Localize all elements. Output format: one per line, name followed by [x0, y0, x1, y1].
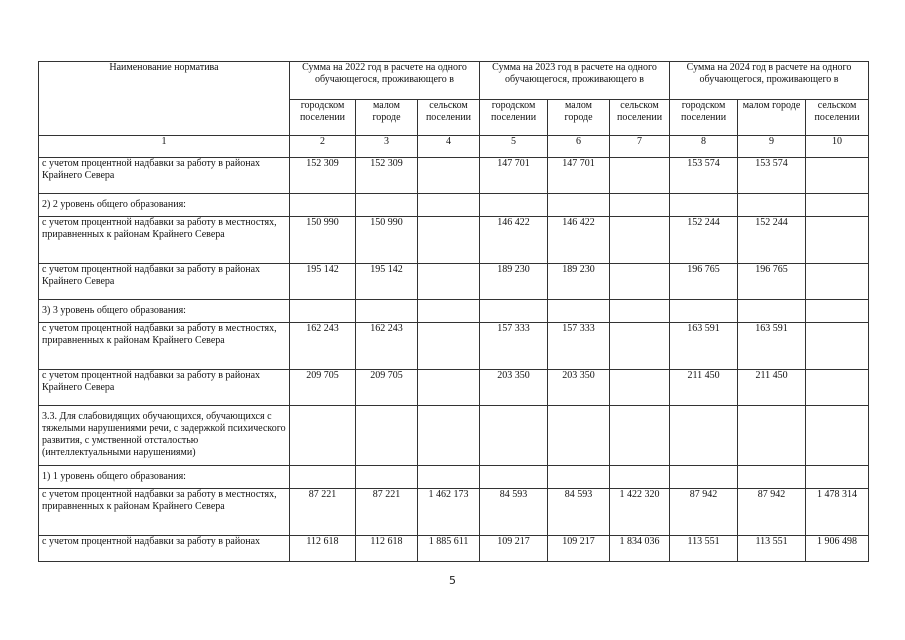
row-label: с учетом процентной надбавки за работу в местностях, приравненных к районам Крайнего Севера — [39, 489, 290, 536]
section-label: 1) 1 уровень общего образования: — [39, 466, 290, 489]
value-cell — [610, 323, 670, 370]
row-label: с учетом процентной надбавки за работу в районах Крайнего Севера — [39, 158, 290, 194]
value-cell: 152 309 — [290, 158, 356, 194]
header-row-numbers — [39, 136, 869, 158]
column-number: 8 — [670, 136, 738, 158]
norms-table — [38, 61, 869, 562]
value-cell — [610, 264, 670, 300]
table-row — [39, 370, 869, 406]
section-row — [39, 300, 869, 323]
column-number: 7 — [610, 136, 670, 158]
empty-cell — [548, 466, 610, 489]
value-cell — [610, 217, 670, 264]
value-cell: 163 591 — [670, 323, 738, 370]
value-cell: 112 618 — [290, 536, 356, 562]
value-cell: 203 350 — [480, 370, 548, 406]
value-cell: 87 942 — [670, 489, 738, 536]
section-label: 2) 2 уровень общего образования: — [39, 194, 290, 217]
value-cell: 162 243 — [356, 323, 418, 370]
empty-cell — [356, 406, 418, 466]
value-cell — [806, 217, 869, 264]
empty-cell — [610, 194, 670, 217]
table-row — [39, 264, 869, 300]
empty-cell — [738, 466, 806, 489]
empty-cell — [548, 194, 610, 217]
column-number: 10 — [806, 136, 869, 158]
value-cell: 84 593 — [548, 489, 610, 536]
empty-cell — [418, 300, 480, 323]
column-number: 1 — [39, 136, 290, 158]
table-body — [39, 158, 869, 562]
empty-cell — [418, 406, 480, 466]
empty-cell — [806, 466, 869, 489]
column-number: 3 — [356, 136, 418, 158]
value-cell: 87 221 — [356, 489, 418, 536]
value-cell: 153 574 — [670, 158, 738, 194]
empty-cell — [548, 406, 610, 466]
value-cell: 153 574 — [738, 158, 806, 194]
value-cell — [806, 323, 869, 370]
column-header-urban-2024: городском поселении — [670, 100, 738, 136]
column-header-small-town-2024: малом городе — [738, 100, 806, 136]
empty-cell — [290, 194, 356, 217]
section-label: 3.3. Для слабовидящих обучающихся, обучающихся с тяжелыми нарушениями речи, с задержкой психического развития, с умственной отсталостью (интеллектуальными нарушениями) — [39, 406, 290, 466]
section-row — [39, 406, 869, 466]
column-number: 4 — [418, 136, 480, 158]
column-number: 5 — [480, 136, 548, 158]
section-label: 3) 3 уровень общего образования: — [39, 300, 290, 323]
value-cell: 211 450 — [670, 370, 738, 406]
empty-cell — [290, 406, 356, 466]
value-cell: 113 551 — [670, 536, 738, 562]
value-cell — [418, 158, 480, 194]
column-group-2022: Сумма на 2022 год в расчете на одного обучающегося, проживающего в — [290, 62, 480, 100]
value-cell: 209 705 — [290, 370, 356, 406]
column-number: 2 — [290, 136, 356, 158]
section-row — [39, 466, 869, 489]
empty-cell — [806, 406, 869, 466]
section-row — [39, 194, 869, 217]
empty-cell — [480, 194, 548, 217]
page-number: 5 — [449, 574, 456, 587]
column-header-rural-2022: сельском поселении — [418, 100, 480, 136]
value-cell: 195 142 — [290, 264, 356, 300]
row-label: с учетом процентной надбавки за работу в районах Крайнего Севера — [39, 370, 290, 406]
column-group-2024: Сумма на 2024 год в расчете на одного обучающегося, проживающего в — [670, 62, 869, 100]
empty-cell — [418, 466, 480, 489]
value-cell: 196 765 — [670, 264, 738, 300]
value-cell: 152 244 — [670, 217, 738, 264]
empty-cell — [480, 300, 548, 323]
value-cell — [418, 323, 480, 370]
value-cell — [610, 158, 670, 194]
empty-cell — [290, 466, 356, 489]
table-row — [39, 323, 869, 370]
value-cell: 112 618 — [356, 536, 418, 562]
value-cell: 162 243 — [290, 323, 356, 370]
empty-cell — [610, 406, 670, 466]
value-cell: 109 217 — [548, 536, 610, 562]
column-group-2023: Сумма на 2023 год в расчете на одного обучающегося, проживающего в — [480, 62, 670, 100]
empty-cell — [480, 466, 548, 489]
value-cell: 1 885 611 — [418, 536, 480, 562]
value-cell: 157 333 — [548, 323, 610, 370]
row-label: с учетом процентной надбавки за работу в местностях, приравненных к районам Крайнего Севера — [39, 217, 290, 264]
empty-cell — [806, 194, 869, 217]
column-header-urban-2023: городском поселении — [480, 100, 548, 136]
table-row — [39, 536, 869, 562]
empty-cell — [480, 406, 548, 466]
empty-cell — [738, 406, 806, 466]
empty-cell — [738, 300, 806, 323]
empty-cell — [356, 300, 418, 323]
value-cell: 189 230 — [480, 264, 548, 300]
empty-cell — [670, 300, 738, 323]
value-cell: 87 942 — [738, 489, 806, 536]
column-header-rural-2023: сельском поселении — [610, 100, 670, 136]
value-cell: 1 906 498 — [806, 536, 869, 562]
value-cell: 109 217 — [480, 536, 548, 562]
column-header-small-town-2022: малом городе — [356, 100, 418, 136]
empty-cell — [290, 300, 356, 323]
empty-cell — [610, 300, 670, 323]
value-cell: 84 593 — [480, 489, 548, 536]
empty-cell — [356, 466, 418, 489]
value-cell: 113 551 — [738, 536, 806, 562]
empty-cell — [738, 194, 806, 217]
value-cell — [418, 217, 480, 264]
column-header-name: Наименование норматива — [39, 62, 290, 136]
header-row-groups — [39, 62, 869, 100]
value-cell: 189 230 — [548, 264, 610, 300]
value-cell: 195 142 — [356, 264, 418, 300]
value-cell — [806, 264, 869, 300]
value-cell: 150 990 — [290, 217, 356, 264]
value-cell — [418, 264, 480, 300]
value-cell: 203 350 — [548, 370, 610, 406]
column-number: 6 — [548, 136, 610, 158]
value-cell: 211 450 — [738, 370, 806, 406]
value-cell: 209 705 — [356, 370, 418, 406]
column-header-urban-2022: городском поселении — [290, 100, 356, 136]
empty-cell — [610, 466, 670, 489]
value-cell — [610, 370, 670, 406]
table-row — [39, 217, 869, 264]
value-cell: 146 422 — [548, 217, 610, 264]
value-cell: 1 422 320 — [610, 489, 670, 536]
value-cell: 196 765 — [738, 264, 806, 300]
empty-cell — [670, 194, 738, 217]
value-cell: 150 990 — [356, 217, 418, 264]
value-cell: 1 834 036 — [610, 536, 670, 562]
column-header-small-town-2023: малом городе — [548, 100, 610, 136]
table-header — [39, 62, 869, 158]
value-cell: 1 478 314 — [806, 489, 869, 536]
value-cell: 157 333 — [480, 323, 548, 370]
empty-cell — [670, 466, 738, 489]
table-row — [39, 489, 869, 536]
empty-cell — [356, 194, 418, 217]
empty-cell — [806, 300, 869, 323]
column-number: 9 — [738, 136, 806, 158]
value-cell: 1 462 173 — [418, 489, 480, 536]
empty-cell — [670, 406, 738, 466]
value-cell: 152 309 — [356, 158, 418, 194]
table-row — [39, 158, 869, 194]
row-label: с учетом процентной надбавки за работу в районах — [39, 536, 290, 562]
row-label: с учетом процентной надбавки за работу в местностях, приравненных к районам Крайнего Севера — [39, 323, 290, 370]
value-cell — [806, 158, 869, 194]
value-cell: 147 701 — [480, 158, 548, 194]
value-cell: 146 422 — [480, 217, 548, 264]
row-label: с учетом процентной надбавки за работу в районах Крайнего Севера — [39, 264, 290, 300]
empty-cell — [418, 194, 480, 217]
value-cell: 163 591 — [738, 323, 806, 370]
column-header-rural-2024: сельском поселении — [806, 100, 869, 136]
value-cell — [806, 370, 869, 406]
empty-cell — [548, 300, 610, 323]
value-cell: 152 244 — [738, 217, 806, 264]
value-cell: 147 701 — [548, 158, 610, 194]
value-cell — [418, 370, 480, 406]
value-cell: 87 221 — [290, 489, 356, 536]
